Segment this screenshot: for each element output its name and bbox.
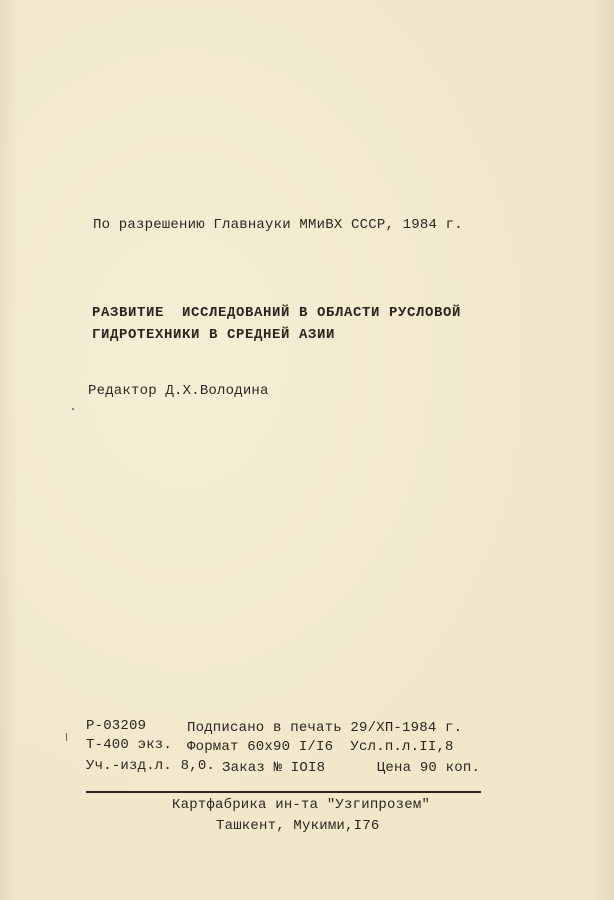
imprint-order-price: Заказ № IOI8 Цена 90 коп. (222, 760, 481, 776)
imprint-signed: Подписано в печать 29/ХП-1984 г. (187, 720, 463, 736)
paper-speck (66, 733, 67, 741)
title-line-2: ГИДРОТЕХНИКИ В СРЕДНЕЙ АЗИИ (92, 327, 336, 343)
paper-speck (72, 408, 74, 410)
imprint-publication-sheets: Уч.-изд.л. 8,0. (86, 758, 216, 774)
imprint-code: Р-03209 (86, 718, 147, 734)
divider-line (86, 791, 481, 793)
title-line-1: РАЗВИТИЕ ИССЛЕДОВАНИЙ В ОБЛАСТИ РУСЛОВОЙ (92, 305, 462, 321)
printer-line-2: Ташкент, Мукими,I76 (216, 818, 380, 834)
imprint-copies: Т-400 экз. (86, 737, 173, 753)
editor-line: Редактор Д.Х.Володина (88, 383, 269, 399)
permission-line: По разрешению Главнауки ММиВХ СССР, 1984 г. (93, 217, 463, 233)
printer-line-1: Картфабрика ин-та "Узгипрозем" (172, 797, 431, 813)
imprint-format: Формат 60х90 I/I6 Усл.п.л.II,8 (187, 739, 454, 755)
